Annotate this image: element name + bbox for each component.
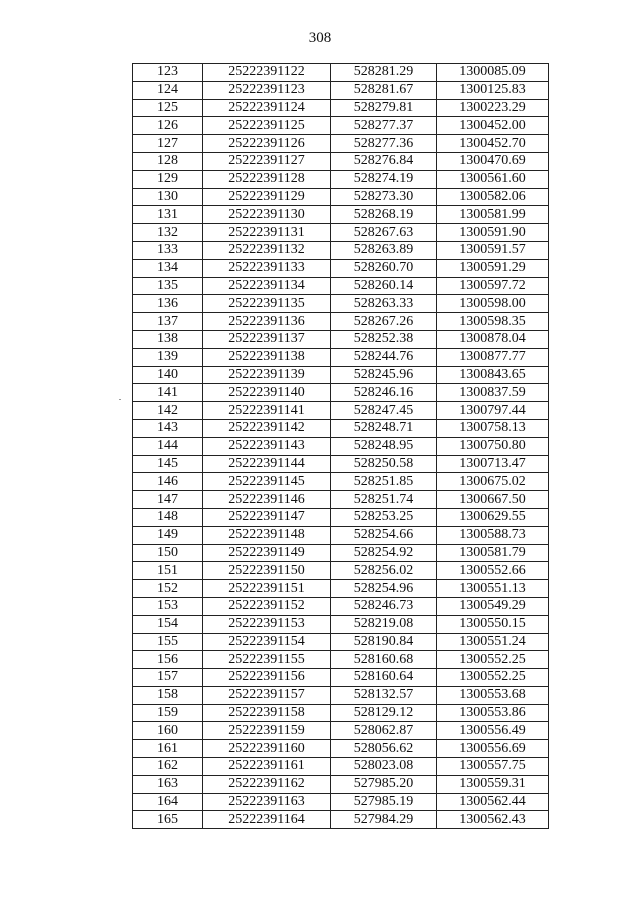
point-id-cell: 25222391132 — [203, 241, 331, 259]
table-row — [133, 259, 549, 277]
point-id-cell: 25222391157 — [203, 686, 331, 704]
x-coordinate-cell: 528281.29 — [331, 64, 437, 82]
x-coordinate-cell: 528245.96 — [331, 366, 437, 384]
page-number: 308 — [308, 30, 332, 46]
y-coordinate-cell: 1300559.31 — [437, 775, 549, 793]
x-coordinate-cell: 527984.29 — [331, 811, 437, 829]
table-row — [133, 152, 549, 170]
point-number-cell: 160 — [133, 722, 203, 740]
x-coordinate-cell: 528281.67 — [331, 81, 437, 99]
table-row — [133, 491, 549, 509]
y-coordinate-cell: 1300125.83 — [437, 81, 549, 99]
table-row — [133, 597, 549, 615]
point-id-cell: 25222391147 — [203, 508, 331, 526]
table-row — [133, 758, 549, 776]
point-number-cell: 125 — [133, 99, 203, 117]
point-id-cell: 25222391131 — [203, 224, 331, 242]
x-coordinate-cell: 528256.02 — [331, 562, 437, 580]
table-row — [133, 117, 549, 135]
x-coordinate-cell: 527985.19 — [331, 793, 437, 811]
point-id-cell: 25222391128 — [203, 170, 331, 188]
point-id-cell: 25222391135 — [203, 295, 331, 313]
y-coordinate-cell: 1300562.44 — [437, 793, 549, 811]
x-coordinate-cell: 528260.70 — [331, 259, 437, 277]
table-row — [133, 651, 549, 669]
x-coordinate-cell: 528160.68 — [331, 651, 437, 669]
point-id-cell: 25222391155 — [203, 651, 331, 669]
point-id-cell: 25222391127 — [203, 152, 331, 170]
point-number-cell: 158 — [133, 686, 203, 704]
point-number-cell: 129 — [133, 170, 203, 188]
table-row — [133, 64, 549, 82]
point-number-cell: 157 — [133, 669, 203, 687]
point-id-cell: 25222391156 — [203, 669, 331, 687]
point-id-cell: 25222391148 — [203, 526, 331, 544]
x-coordinate-cell: 528254.92 — [331, 544, 437, 562]
x-coordinate-cell: 528273.30 — [331, 188, 437, 206]
point-number-cell: 150 — [133, 544, 203, 562]
x-coordinate-cell: 528279.81 — [331, 99, 437, 117]
table-row — [133, 170, 549, 188]
y-coordinate-cell: 1300667.50 — [437, 491, 549, 509]
point-id-cell: 25222391159 — [203, 722, 331, 740]
table-row — [133, 686, 549, 704]
scan-speck — [119, 399, 121, 400]
point-number-cell: 130 — [133, 188, 203, 206]
table-row — [133, 704, 549, 722]
point-number-cell: 152 — [133, 580, 203, 598]
point-number-cell: 135 — [133, 277, 203, 295]
point-number-cell: 137 — [133, 313, 203, 331]
point-number-cell: 165 — [133, 811, 203, 829]
x-coordinate-cell: 528268.19 — [331, 206, 437, 224]
y-coordinate-cell: 1300557.75 — [437, 758, 549, 776]
y-coordinate-cell: 1300758.13 — [437, 419, 549, 437]
y-coordinate-cell: 1300551.13 — [437, 580, 549, 598]
table-row — [133, 99, 549, 117]
point-id-cell: 25222391151 — [203, 580, 331, 598]
table-row — [133, 615, 549, 633]
point-id-cell: 25222391137 — [203, 330, 331, 348]
point-id-cell: 25222391139 — [203, 366, 331, 384]
y-coordinate-cell: 1300549.29 — [437, 597, 549, 615]
x-coordinate-cell: 528277.37 — [331, 117, 437, 135]
point-number-cell: 147 — [133, 491, 203, 509]
point-number-cell: 136 — [133, 295, 203, 313]
x-coordinate-cell: 528246.73 — [331, 597, 437, 615]
x-coordinate-cell: 528251.74 — [331, 491, 437, 509]
y-coordinate-cell: 1300085.09 — [437, 64, 549, 82]
y-coordinate-cell: 1300878.04 — [437, 330, 549, 348]
point-number-cell: 156 — [133, 651, 203, 669]
point-id-cell: 25222391145 — [203, 473, 331, 491]
y-coordinate-cell: 1300553.86 — [437, 704, 549, 722]
x-coordinate-cell: 528247.45 — [331, 402, 437, 420]
table-row — [133, 526, 549, 544]
point-id-cell: 25222391141 — [203, 402, 331, 420]
x-coordinate-cell: 528023.08 — [331, 758, 437, 776]
point-number-cell: 128 — [133, 152, 203, 170]
y-coordinate-cell: 1300598.00 — [437, 295, 549, 313]
table-row — [133, 384, 549, 402]
table-row — [133, 330, 549, 348]
y-coordinate-cell: 1300598.35 — [437, 313, 549, 331]
point-id-cell: 25222391142 — [203, 419, 331, 437]
y-coordinate-cell: 1300470.69 — [437, 152, 549, 170]
y-coordinate-cell: 1300553.68 — [437, 686, 549, 704]
point-number-cell: 155 — [133, 633, 203, 651]
point-id-cell: 25222391136 — [203, 313, 331, 331]
point-id-cell: 25222391162 — [203, 775, 331, 793]
y-coordinate-cell: 1300713.47 — [437, 455, 549, 473]
y-coordinate-cell: 1300877.77 — [437, 348, 549, 366]
table-row — [133, 224, 549, 242]
point-number-cell: 123 — [133, 64, 203, 82]
table-row — [133, 241, 549, 259]
x-coordinate-cell: 528254.66 — [331, 526, 437, 544]
y-coordinate-cell: 1300552.25 — [437, 651, 549, 669]
x-coordinate-cell: 528276.84 — [331, 152, 437, 170]
point-number-cell: 146 — [133, 473, 203, 491]
table-row — [133, 295, 549, 313]
y-coordinate-cell: 1300591.29 — [437, 259, 549, 277]
table-row — [133, 740, 549, 758]
x-coordinate-cell: 528219.08 — [331, 615, 437, 633]
point-id-cell: 25222391161 — [203, 758, 331, 776]
point-number-cell: 143 — [133, 419, 203, 437]
x-coordinate-cell: 528244.76 — [331, 348, 437, 366]
point-id-cell: 25222391123 — [203, 81, 331, 99]
x-coordinate-cell: 528274.19 — [331, 170, 437, 188]
point-id-cell: 25222391133 — [203, 259, 331, 277]
y-coordinate-cell: 1300582.06 — [437, 188, 549, 206]
table-row — [133, 348, 549, 366]
point-id-cell: 25222391138 — [203, 348, 331, 366]
point-id-cell: 25222391129 — [203, 188, 331, 206]
x-coordinate-cell: 528253.25 — [331, 508, 437, 526]
y-coordinate-cell: 1300452.70 — [437, 135, 549, 153]
y-coordinate-cell: 1300551.24 — [437, 633, 549, 651]
point-id-cell: 25222391153 — [203, 615, 331, 633]
x-coordinate-cell: 528129.12 — [331, 704, 437, 722]
x-coordinate-cell: 528267.26 — [331, 313, 437, 331]
point-number-cell: 140 — [133, 366, 203, 384]
y-coordinate-cell: 1300837.59 — [437, 384, 549, 402]
point-number-cell: 145 — [133, 455, 203, 473]
table-row — [133, 508, 549, 526]
point-id-cell: 25222391140 — [203, 384, 331, 402]
point-id-cell: 25222391149 — [203, 544, 331, 562]
table-row — [133, 135, 549, 153]
y-coordinate-cell: 1300556.49 — [437, 722, 549, 740]
x-coordinate-cell: 528267.63 — [331, 224, 437, 242]
point-id-cell: 25222391158 — [203, 704, 331, 722]
point-number-cell: 139 — [133, 348, 203, 366]
point-id-cell: 25222391122 — [203, 64, 331, 82]
x-coordinate-cell: 528056.62 — [331, 740, 437, 758]
point-number-cell: 162 — [133, 758, 203, 776]
table-row — [133, 277, 549, 295]
x-coordinate-cell: 528132.57 — [331, 686, 437, 704]
x-coordinate-cell: 528190.84 — [331, 633, 437, 651]
y-coordinate-cell: 1300223.29 — [437, 99, 549, 117]
point-number-cell: 148 — [133, 508, 203, 526]
point-number-cell: 124 — [133, 81, 203, 99]
y-coordinate-cell: 1300597.72 — [437, 277, 549, 295]
y-coordinate-cell: 1300843.65 — [437, 366, 549, 384]
y-coordinate-cell: 1300561.60 — [437, 170, 549, 188]
table-row — [133, 811, 549, 829]
point-number-cell: 153 — [133, 597, 203, 615]
table-row — [133, 455, 549, 473]
table-row — [133, 669, 549, 687]
point-id-cell: 25222391144 — [203, 455, 331, 473]
table-row — [133, 313, 549, 331]
table-body — [133, 64, 549, 829]
y-coordinate-cell: 1300675.02 — [437, 473, 549, 491]
y-coordinate-cell: 1300588.73 — [437, 526, 549, 544]
point-id-cell: 25222391143 — [203, 437, 331, 455]
point-number-cell: 151 — [133, 562, 203, 580]
y-coordinate-cell: 1300629.55 — [437, 508, 549, 526]
y-coordinate-cell: 1300591.57 — [437, 241, 549, 259]
point-number-cell: 159 — [133, 704, 203, 722]
x-coordinate-cell: 527985.20 — [331, 775, 437, 793]
point-number-cell: 142 — [133, 402, 203, 420]
table-row — [133, 562, 549, 580]
x-coordinate-cell: 528260.14 — [331, 277, 437, 295]
point-id-cell: 25222391146 — [203, 491, 331, 509]
point-number-cell: 133 — [133, 241, 203, 259]
y-coordinate-cell: 1300750.80 — [437, 437, 549, 455]
point-id-cell: 25222391125 — [203, 117, 331, 135]
x-coordinate-cell: 528251.85 — [331, 473, 437, 491]
table-row — [133, 722, 549, 740]
point-id-cell: 25222391130 — [203, 206, 331, 224]
table-row — [133, 81, 549, 99]
table-row — [133, 402, 549, 420]
y-coordinate-cell: 1300452.00 — [437, 117, 549, 135]
x-coordinate-cell: 528277.36 — [331, 135, 437, 153]
point-number-cell: 131 — [133, 206, 203, 224]
point-id-cell: 25222391160 — [203, 740, 331, 758]
y-coordinate-cell: 1300550.15 — [437, 615, 549, 633]
x-coordinate-cell: 528160.64 — [331, 669, 437, 687]
table-row — [133, 366, 549, 384]
point-id-cell: 25222391164 — [203, 811, 331, 829]
point-id-cell: 25222391154 — [203, 633, 331, 651]
point-number-cell: 126 — [133, 117, 203, 135]
point-number-cell: 134 — [133, 259, 203, 277]
table-row — [133, 633, 549, 651]
point-id-cell: 25222391163 — [203, 793, 331, 811]
x-coordinate-cell: 528248.71 — [331, 419, 437, 437]
point-number-cell: 164 — [133, 793, 203, 811]
table-row — [133, 775, 549, 793]
table-row — [133, 437, 549, 455]
x-coordinate-cell: 528252.38 — [331, 330, 437, 348]
table-row — [133, 188, 549, 206]
point-id-cell: 25222391124 — [203, 99, 331, 117]
y-coordinate-cell: 1300552.66 — [437, 562, 549, 580]
x-coordinate-cell: 528248.95 — [331, 437, 437, 455]
table-row — [133, 793, 549, 811]
point-id-cell: 25222391150 — [203, 562, 331, 580]
y-coordinate-cell: 1300562.43 — [437, 811, 549, 829]
point-number-cell: 138 — [133, 330, 203, 348]
y-coordinate-cell: 1300581.99 — [437, 206, 549, 224]
point-number-cell: 154 — [133, 615, 203, 633]
y-coordinate-cell: 1300581.79 — [437, 544, 549, 562]
point-id-cell: 25222391126 — [203, 135, 331, 153]
point-number-cell: 161 — [133, 740, 203, 758]
point-number-cell: 127 — [133, 135, 203, 153]
point-number-cell: 149 — [133, 526, 203, 544]
y-coordinate-cell: 1300552.25 — [437, 669, 549, 687]
coordinates-table — [132, 63, 549, 829]
point-number-cell: 163 — [133, 775, 203, 793]
y-coordinate-cell: 1300556.69 — [437, 740, 549, 758]
point-number-cell: 132 — [133, 224, 203, 242]
point-id-cell: 25222391152 — [203, 597, 331, 615]
table-row — [133, 206, 549, 224]
table-row — [133, 473, 549, 491]
point-number-cell: 141 — [133, 384, 203, 402]
x-coordinate-cell: 528062.87 — [331, 722, 437, 740]
x-coordinate-cell: 528254.96 — [331, 580, 437, 598]
y-coordinate-cell: 1300591.90 — [437, 224, 549, 242]
x-coordinate-cell: 528250.58 — [331, 455, 437, 473]
table-row — [133, 580, 549, 598]
x-coordinate-cell: 528263.33 — [331, 295, 437, 313]
x-coordinate-cell: 528246.16 — [331, 384, 437, 402]
table-row — [133, 419, 549, 437]
point-number-cell: 144 — [133, 437, 203, 455]
point-id-cell: 25222391134 — [203, 277, 331, 295]
y-coordinate-cell: 1300797.44 — [437, 402, 549, 420]
table-row — [133, 544, 549, 562]
x-coordinate-cell: 528263.89 — [331, 241, 437, 259]
